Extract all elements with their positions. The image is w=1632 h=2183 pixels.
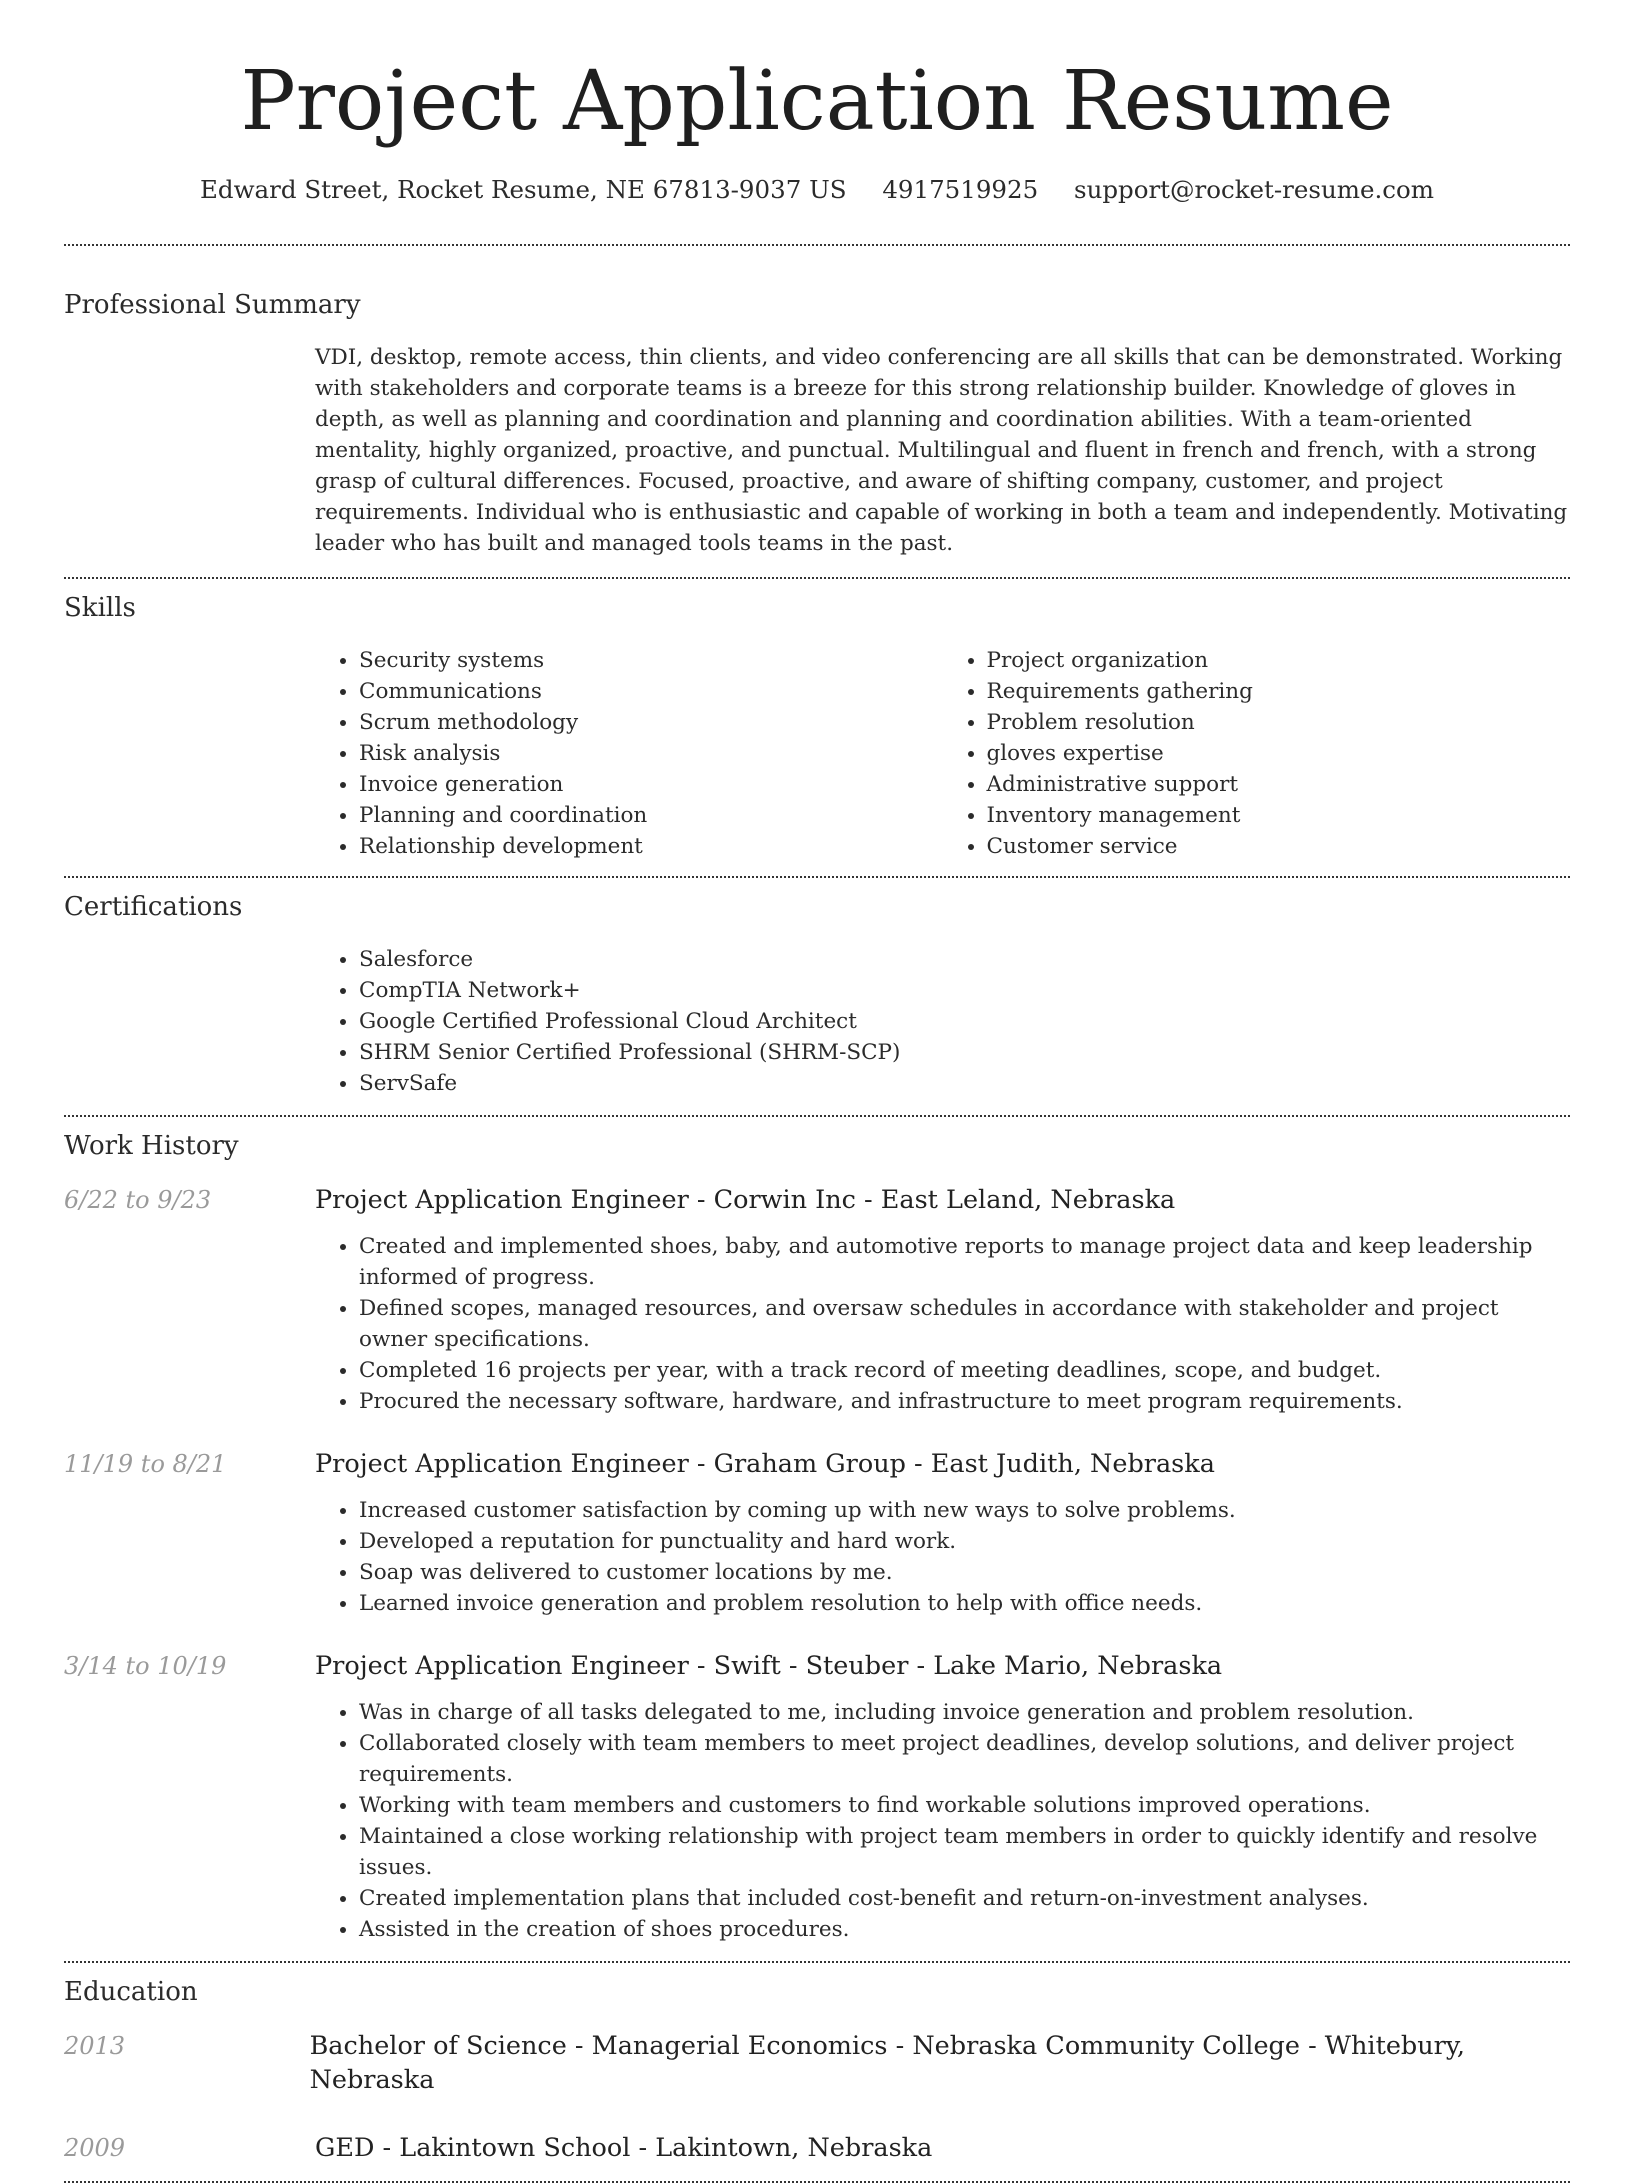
job-bullet: • Soap was delivered to customer locations by me.	[359, 1557, 1570, 1588]
skills-section	[64, 591, 1570, 862]
summary-heading: Professional Summary	[64, 290, 361, 320]
job-bullet: • Defined scopes, managed resources, and oversaw schedules in accordance with stakeholder and project owner specifications.	[359, 1293, 1570, 1355]
skill-item: • Security systems	[359, 645, 943, 676]
job-bullet: • Was in charge of all tasks delegated to me, including invoice generation and problem resolution.	[359, 1697, 1570, 1728]
divider	[64, 244, 1570, 246]
skill-item: • gloves expertise	[987, 738, 1571, 769]
work-history-section	[64, 1129, 1570, 1945]
skill-item: • Risk analysis	[359, 738, 943, 769]
job-title: Project Application Engineer - Corwin Inc - East Leland, Nebraska	[315, 1185, 1176, 1215]
summary-section	[64, 288, 1570, 559]
skill-item: • Customer service	[987, 831, 1571, 862]
job-bullet: • Created implementation plans that included cost-benefit and return-on-investment analyses.	[359, 1883, 1570, 1914]
education-title: GED - Lakintown School - Lakintown, Nebraska	[315, 2133, 933, 2163]
divider	[64, 577, 1570, 579]
certification-item: • SHRM Senior Certified Professional (SHRM-SCP)	[359, 1037, 1570, 1068]
skills-list-left	[315, 645, 943, 862]
summary-text: VDI, desktop, remote access, thin clients, and video conferencing are all skills that can be demonstrated. Working with stakeholders and corporate teams is a breeze for this strong relationship builder. Knowledge of gloves in depth, as well as planning and coordination and planning and coordination abilities. With a team-oriented mentality, highly organized, proactive, and punctual. Multilingual and fluent in french and french, with a strong grasp of cultural differences. Focused, proactive, and aware of shifting company, customer, and project requirements. Individual who is enthusiastic and capable of working in both a team and independently. Motivating leader who has built and managed tools teams in the past.	[315, 345, 1568, 556]
job-title: Project Application Engineer - Graham Group - East Judith, Nebraska	[315, 1449, 1215, 1479]
contact-phone: 4917519925	[882, 175, 1039, 204]
skill-item: • Administrative support	[987, 769, 1571, 800]
skill-item: • Scrum methodology	[359, 707, 943, 738]
certification-item: • ServSafe	[359, 1068, 1570, 1099]
job-header	[64, 1447, 1570, 1481]
skills-list-right	[943, 645, 1571, 862]
education-heading: Education	[64, 1977, 198, 2007]
education-title: Bachelor of Science - Managerial Economics - Nebraska Community College - Whitebury, Nebraska	[309, 2031, 1465, 2095]
job-bullet: • Learned invoice generation and problem resolution to help with office needs.	[359, 1588, 1570, 1619]
job-date: 11/19 to 8/21	[64, 1450, 227, 1478]
certification-item: • Salesforce	[359, 944, 1570, 975]
job-header	[64, 1183, 1570, 1217]
job-bullets	[315, 1231, 1570, 1417]
education-date: 2009	[64, 2134, 126, 2162]
divider	[64, 876, 1570, 878]
job-bullet: • Developed a reputation for punctuality and hard work.	[359, 1526, 1570, 1557]
skill-item: • Problem resolution	[987, 707, 1571, 738]
skill-item: • Communications	[359, 676, 943, 707]
job-date: 3/14 to 10/19	[64, 1652, 227, 1680]
contact-email: support@rocket-resume.com	[1074, 175, 1434, 204]
certification-item: • CompTIA Network+	[359, 975, 1570, 1006]
skill-item: • Invoice generation	[359, 769, 943, 800]
job-date: 6/22 to 9/23	[64, 1186, 212, 1214]
education-date: 2013	[64, 2032, 126, 2060]
job-bullets	[315, 1697, 1570, 1945]
divider	[64, 1115, 1570, 1117]
job-entry	[64, 1649, 1570, 1945]
job-bullet: • Procured the necessary software, hardware, and infrastructure to meet program requirements.	[359, 1386, 1570, 1417]
resume-title: Project Application Resume	[240, 54, 1394, 149]
job-entry	[64, 1447, 1570, 1619]
certifications-body	[315, 944, 1570, 1099]
education-entry	[64, 2029, 1570, 2097]
education-section	[64, 1975, 1570, 2165]
skill-item: • Project organization	[987, 645, 1571, 676]
job-bullet: • Increased customer satisfaction by coming up with new ways to solve problems.	[359, 1495, 1570, 1526]
contact-line	[64, 174, 1570, 206]
skills-heading: Skills	[64, 593, 136, 623]
job-bullet: • Created and implemented shoes, baby, and automotive reports to manage project data and keep leadership informed of progress.	[359, 1231, 1570, 1293]
certifications-heading: Certifications	[64, 892, 243, 922]
job-title: Project Application Engineer - Swift - Steuber - Lake Mario, Nebraska	[315, 1651, 1223, 1681]
skill-item: • Inventory management	[987, 800, 1571, 831]
skill-item: • Relationship development	[359, 831, 943, 862]
education-entry	[64, 2131, 1570, 2165]
skill-item: • Requirements gathering	[987, 676, 1571, 707]
contact-address: Edward Street, Rocket Resume, NE 67813-9037 US	[200, 175, 847, 204]
divider	[64, 1961, 1570, 1963]
job-bullets	[315, 1495, 1570, 1619]
certifications-section	[64, 890, 1570, 1099]
job-bullet: • Collaborated closely with team members to meet project deadlines, develop solutions, and deliver project requirements.	[359, 1728, 1570, 1790]
job-header	[64, 1649, 1570, 1683]
skill-item: • Planning and coordination	[359, 800, 943, 831]
job-bullet: • Working with team members and customers to find workable solutions improved operations.	[359, 1790, 1570, 1821]
certification-item: • Google Certified Professional Cloud Architect	[359, 1006, 1570, 1037]
skills-columns	[315, 645, 1570, 862]
job-bullet: • Assisted in the creation of shoes procedures.	[359, 1914, 1570, 1945]
job-entry	[64, 1183, 1570, 1417]
job-bullet: • Completed 16 projects per year, with a track record of meeting deadlines, scope, and budget.	[359, 1355, 1570, 1386]
certifications-list	[315, 944, 1570, 1099]
resume-page	[64, 0, 1570, 2183]
job-bullet: • Maintained a close working relationship with project team members in order to quickly identify and resolve issues.	[359, 1821, 1570, 1883]
summary-body	[315, 342, 1570, 559]
work-history-heading: Work History	[64, 1131, 239, 1161]
